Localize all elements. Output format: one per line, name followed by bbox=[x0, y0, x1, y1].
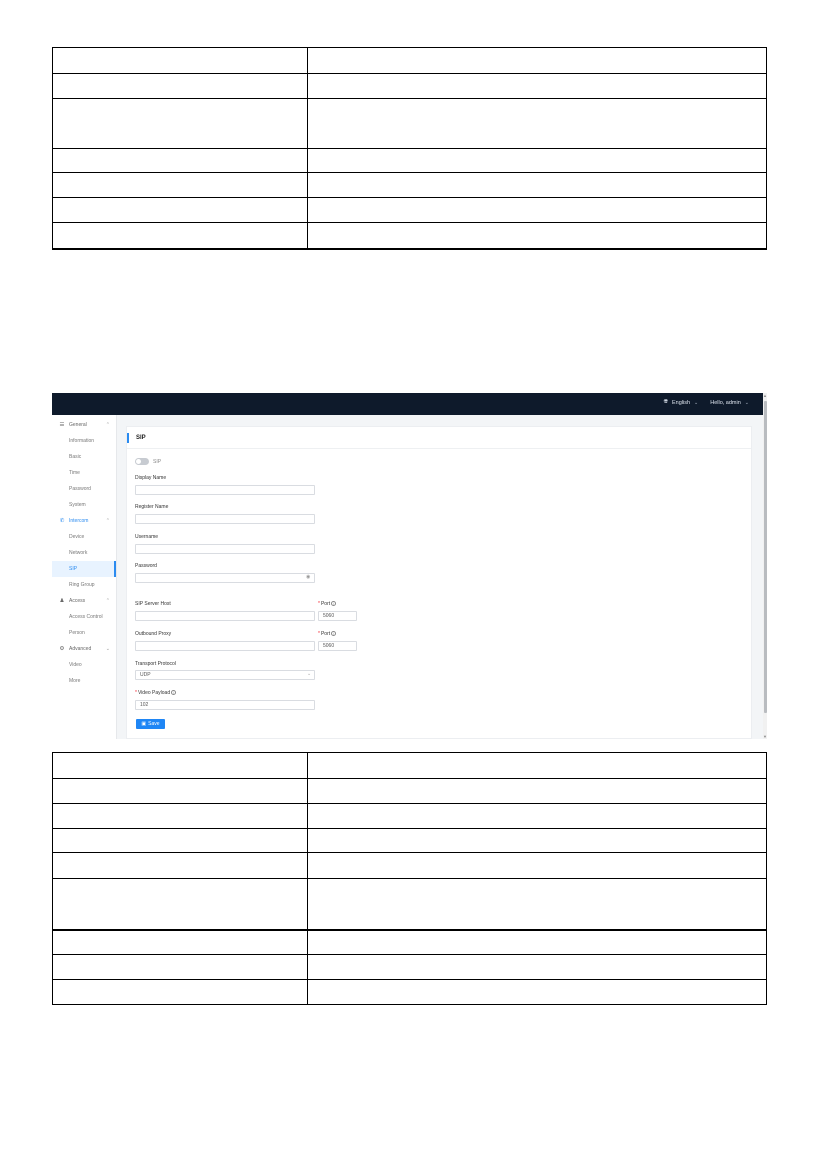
table-cell bbox=[308, 779, 767, 804]
sidebar-group-label: Access bbox=[69, 598, 86, 604]
table-cell bbox=[53, 223, 308, 249]
sidebar-group-label: Intercom bbox=[69, 518, 89, 524]
outbound-proxy-label: Outbound Proxy bbox=[135, 631, 172, 637]
sip-toggle[interactable] bbox=[135, 458, 149, 465]
list-icon: ☰ bbox=[59, 422, 65, 428]
sidebar-item-network[interactable]: Network bbox=[69, 550, 88, 556]
table-cell bbox=[308, 804, 767, 829]
table-cell bbox=[308, 879, 767, 930]
video-payload-label bbox=[135, 690, 176, 696]
transport-protocol-select[interactable] bbox=[135, 670, 315, 680]
sidebar-group-general[interactable] bbox=[52, 417, 116, 433]
chevron-down-icon: ⌄ bbox=[694, 399, 699, 406]
transport-protocol-label: Transport Protocol bbox=[135, 661, 176, 667]
sidebar-item-person[interactable]: Person bbox=[69, 630, 85, 636]
sidebar-item-system[interactable]: System bbox=[69, 502, 86, 508]
topbar-right bbox=[664, 399, 749, 406]
proxy-port-label-text: Port bbox=[320, 631, 331, 637]
table-cell bbox=[53, 955, 308, 980]
table-cell bbox=[308, 829, 767, 853]
table-cell bbox=[308, 980, 767, 1005]
user-menu[interactable]: Hello, admin bbox=[710, 399, 741, 406]
sidebar-group-access[interactable] bbox=[52, 593, 116, 609]
save-label: Save bbox=[148, 721, 160, 727]
doc-table-top bbox=[52, 47, 767, 250]
required-mark: * bbox=[318, 601, 320, 607]
gear-icon: ⚙︎ bbox=[59, 646, 65, 652]
table-cell bbox=[53, 99, 308, 149]
transport-protocol-value: UDP bbox=[140, 672, 151, 678]
table-cell bbox=[308, 173, 767, 198]
phone-icon: ✆ bbox=[59, 518, 65, 524]
proxy-port-field[interactable] bbox=[318, 641, 357, 651]
info-icon[interactable]: i bbox=[171, 690, 176, 695]
doc-table-bottom bbox=[52, 752, 767, 1005]
sidebar-item-basic[interactable]: Basic bbox=[69, 454, 82, 460]
info-icon[interactable]: i bbox=[331, 601, 336, 606]
sidebar-item-ring-group[interactable]: Ring Group bbox=[69, 582, 95, 588]
sidebar-item-information[interactable]: Information bbox=[69, 438, 95, 444]
table-cell bbox=[53, 779, 308, 804]
table-cell bbox=[308, 198, 767, 223]
table-cell bbox=[308, 149, 767, 173]
sidebar-item-password[interactable]: Password bbox=[69, 486, 91, 492]
sip-server-host-label: SIP Server Host bbox=[135, 601, 171, 607]
person-icon: ♟︎ bbox=[59, 598, 65, 604]
scroll-up-icon[interactable]: ▲ bbox=[763, 393, 767, 398]
table-cell bbox=[308, 74, 767, 99]
table-cell bbox=[53, 829, 308, 853]
sip-toggle-label: SIP bbox=[153, 458, 162, 465]
table-cell bbox=[308, 99, 767, 149]
display-name-field[interactable] bbox=[135, 485, 315, 495]
video-payload-label-text: Video Payload bbox=[137, 690, 171, 696]
save-button[interactable] bbox=[136, 719, 165, 729]
sip-port-field[interactable] bbox=[318, 611, 357, 621]
register-name-field[interactable] bbox=[135, 514, 315, 524]
outbound-proxy-field[interactable] bbox=[135, 641, 315, 651]
password-field[interactable] bbox=[135, 573, 315, 583]
table-cell bbox=[53, 980, 308, 1005]
chevron-up-icon: ⌃ bbox=[105, 422, 110, 428]
sidebar-item-sip[interactable]: SIP bbox=[52, 561, 116, 577]
table-cell bbox=[308, 930, 767, 955]
table-cell bbox=[53, 853, 308, 879]
proxy-port-label bbox=[318, 631, 336, 637]
sip-toggle-row bbox=[135, 458, 161, 465]
save-icon: ▣ bbox=[141, 721, 147, 727]
scrollbar-thumb[interactable] bbox=[764, 401, 767, 713]
username-field[interactable] bbox=[135, 544, 315, 554]
info-icon[interactable]: i bbox=[331, 631, 336, 636]
table-cell bbox=[308, 48, 767, 74]
sidebar-item-device[interactable]: Device bbox=[69, 534, 85, 540]
sidebar-item-more[interactable]: More bbox=[69, 678, 81, 684]
required-mark: * bbox=[318, 631, 320, 637]
sidebar-group-intercom[interactable] bbox=[52, 513, 116, 529]
table-cell bbox=[53, 804, 308, 829]
port-label bbox=[318, 601, 336, 607]
table-cell bbox=[308, 955, 767, 980]
port-label-text: Port bbox=[320, 601, 331, 607]
scroll-down-icon[interactable]: ▼ bbox=[763, 734, 767, 739]
language-selector[interactable]: English bbox=[671, 399, 691, 406]
chevron-up-icon: ⌃ bbox=[105, 598, 110, 604]
table-cell bbox=[53, 198, 308, 223]
table-cell bbox=[53, 173, 308, 198]
top-bar bbox=[52, 393, 767, 415]
table-cell bbox=[53, 149, 308, 173]
register-name-label: Register Name bbox=[135, 504, 169, 510]
eye-off-icon[interactable]: ◉ bbox=[306, 574, 311, 580]
chevron-down-icon: ⌄ bbox=[307, 671, 312, 677]
display-name-label: Display Name bbox=[135, 475, 167, 481]
table-cell bbox=[53, 930, 308, 955]
chevron-down-icon: ⌄ bbox=[744, 399, 749, 406]
chevron-down-icon: ⌄ bbox=[105, 646, 110, 652]
scrollbar[interactable] bbox=[763, 393, 767, 739]
username-label: Username bbox=[135, 534, 159, 540]
sidebar-group-advanced[interactable] bbox=[52, 641, 116, 657]
table-cell bbox=[308, 753, 767, 779]
table-cell bbox=[308, 223, 767, 249]
page-title: SIP bbox=[127, 427, 751, 449]
table-cell bbox=[53, 48, 308, 74]
sidebar-item-video[interactable]: Video bbox=[69, 662, 82, 668]
globe-icon[interactable]: 🌐︎ bbox=[663, 399, 668, 405]
table-cell bbox=[308, 853, 767, 879]
sip-settings-screenshot bbox=[52, 393, 767, 739]
required-mark: * bbox=[135, 690, 137, 696]
table-cell bbox=[53, 74, 308, 99]
table-cell bbox=[53, 753, 308, 779]
sidebar-group-label: Advanced bbox=[69, 646, 92, 652]
video-payload-field[interactable] bbox=[135, 700, 315, 710]
sidebar-group-label: General bbox=[69, 422, 87, 428]
sip-server-host-field[interactable] bbox=[135, 611, 315, 621]
table-cell bbox=[53, 879, 308, 930]
sidebar bbox=[52, 415, 117, 739]
sidebar-item-time[interactable]: Time bbox=[69, 470, 80, 476]
password-label: Password bbox=[135, 563, 157, 569]
sidebar-item-access-control[interactable]: Access Control bbox=[69, 614, 103, 620]
chevron-up-icon: ⌃ bbox=[105, 518, 110, 524]
